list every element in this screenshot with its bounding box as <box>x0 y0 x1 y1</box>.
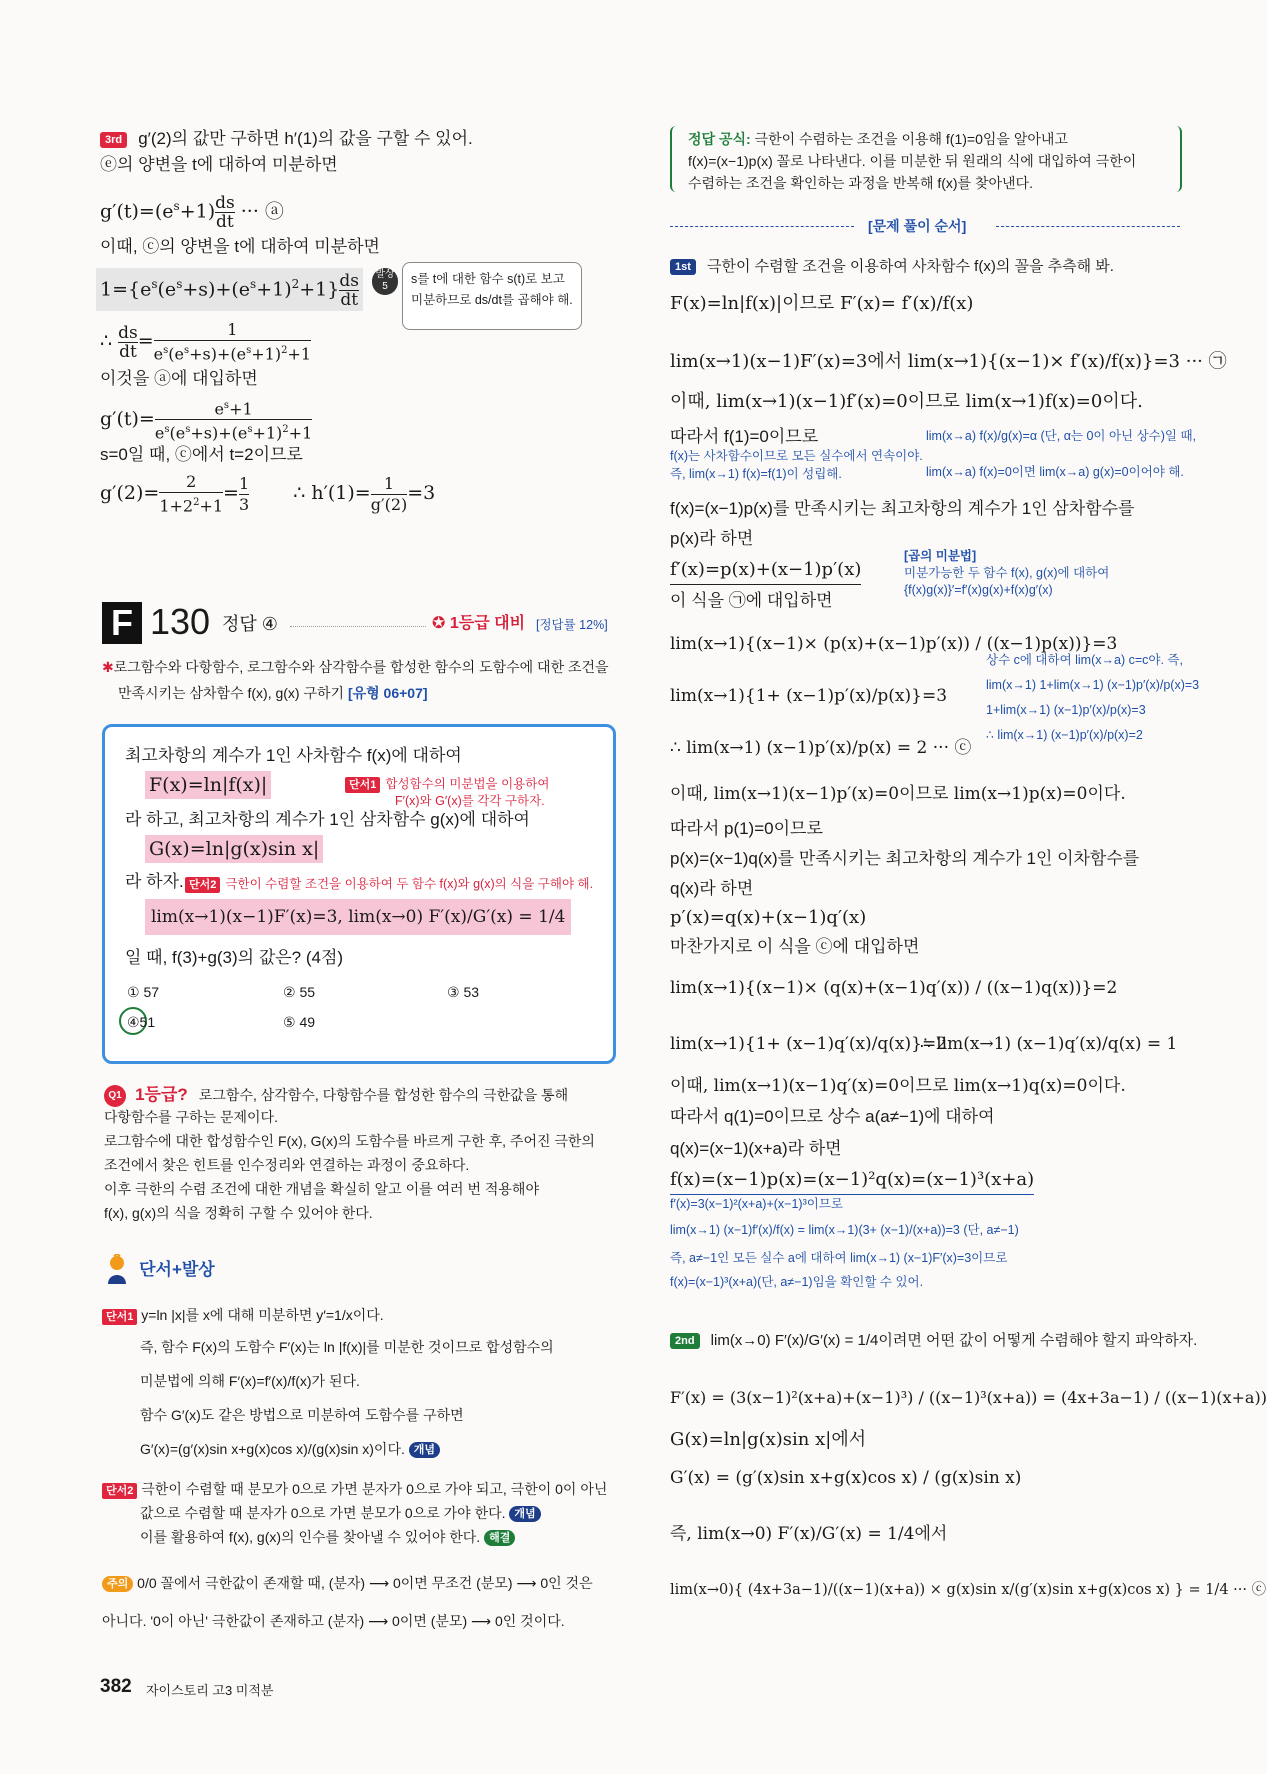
step3-badge: 3rd <box>100 132 127 148</box>
why-text4: 조건에서 찾은 힌트를 인수정리와 연결하는 과정이 중요하다. <box>104 1157 470 1173</box>
insight-badge-label: 발상 5 <box>375 269 395 292</box>
step1-e23: f(x)=(x−1)p(x)=(x−1)²q(x)=(x−1)³(x+a) <box>670 1166 1034 1195</box>
step3-eq4: g′(t)= $\frac{e^s+1}{e^s(e^s+s)+(e^s+1)^2+1}$ <box>100 396 312 444</box>
step1-badge: 1st <box>670 259 696 275</box>
formula-text1: 극한이 수렴하는 조건을 이용해 f(1)=0임을 알아내고 <box>754 131 1068 147</box>
step3-text3: 이때, ⓒ의 양변을 t에 대하여 미분하면 <box>100 237 380 256</box>
concept-tag-2: 개념 <box>509 1506 540 1522</box>
head-idea-icon <box>104 1254 130 1286</box>
order-title: [문제 풀이 순서] <box>868 218 967 234</box>
step2-e3: G′(x) = (g′(x)sin x+g(x)cos x) / (g(x)sin x) <box>670 1468 1022 1488</box>
grade-text: 1등급 대비 <box>449 615 526 632</box>
choice-5[interactable]: ⑤ 49 <box>283 1014 316 1030</box>
step2-e1: F′(x) = (3(x−1)²(x+a)+(x−1)³) / ((x−1)³(x+a)) = (4x+3a−1) / ((x−1)(x+a)) <box>670 1388 1267 1407</box>
step1-e18: lim(x→1){(x−1)× (q(x)+(x−1)q′(x)) / ((x−1)q(x))}=2 <box>670 978 1118 998</box>
step3-text5: s=0일 때, ⓒ에서 t=2이므로 <box>100 445 303 464</box>
clue1-section-b: 즉, 함수 F(x)의 도함수 F′(x)는 ln |f(x)|를 미분한 것이므로 합성함수의 <box>140 1339 554 1355</box>
caution-b: 아니다. '0이 아닌' 극한값이 존재하고 (분자) ⟶ 0이면 (분모) ⟶ 0인 것이다. <box>102 1613 565 1629</box>
problem-line2: F(x)=ln|f(x)| <box>145 771 271 799</box>
clue2-section-b: 값으로 수렴할 때 분자가 0으로 가면 분모가 0으로 가야 한다. <box>140 1505 506 1521</box>
step1-e21: 따라서 q(1)=0이므로 상수 a(a≠−1)에 대하여 <box>670 1107 995 1126</box>
clue1-text-b: F′(x)와 G′(x)를 각각 구하자. <box>395 794 545 808</box>
why-text3: 로그함수에 대한 합성함수인 F(x), G(x)의 도함수를 바르게 구한 후, 주어진 극한의 <box>104 1133 595 1149</box>
step1-e22: q(x)=(x−1)(x+a)라 하면 <box>670 1139 842 1158</box>
clue2-row <box>102 1478 607 1500</box>
step1-n2b: lim(x→a) f(x)=0이면 lim(x→a) g(x)=0이어야 해. <box>926 465 1184 479</box>
step1-e12: 이때, lim(x→1)(x−1)p′(x)=0이므로 lim(x→1)p(x)=0이다. <box>670 784 1126 804</box>
step1-e20: 이때, lim(x→1)(x−1)q′(x)=0이므로 lim(x→1)q(x)=0이다. <box>670 1076 1126 1096</box>
step1-e19: lim(x→1){1+ (x−1)q′(x)/q(x)}=2 <box>670 1034 948 1054</box>
concept-tag-1: 개념 <box>409 1442 440 1458</box>
step2-e2: G(x)=ln|g(x)sin x|에서 <box>670 1429 867 1450</box>
summary-line1: ✱로그함수와 다항함수, 로그함수와 삼각함수를 합성한 함수의 도함수에 대한 조건을 <box>102 659 609 675</box>
step1-e8: 이 식을 ㉠에 대입하면 <box>670 591 833 610</box>
order-divider-left <box>670 226 854 227</box>
step3-text4: 이것을 ⓐ에 대입하면 <box>100 369 258 388</box>
correct-rate: [정답률 12%] <box>536 618 608 632</box>
step1-e6: p(x)라 하면 <box>670 529 754 548</box>
step2-badge: 2nd <box>670 1333 700 1349</box>
step3-text2: ⓔ의 양변을 t에 대하여 미분하면 <box>100 155 338 174</box>
formula-text2: f(x)=(x−1)p(x) 꼴로 나타낸다. 이를 미분한 뒤 원래의 식에 대입하여 극한이 <box>688 153 1137 169</box>
step1-e11: ∴ lim(x→1) (x−1)p′(x)/p(x) = 2 ··· ⓒ <box>670 738 972 758</box>
answer-label: 정답 ④ <box>222 614 278 634</box>
step1-n5a: f′(x)=3(x−1)²(x+a)+(x−1)³이므로 <box>670 1197 843 1211</box>
choice-2[interactable]: ② 55 <box>283 984 316 1000</box>
clue1-section-d: 함수 G′(x)도 같은 방법으로 미분하여 도함수를 구하면 <box>140 1407 464 1423</box>
step3-eq1: $g'(t)=(e^s+1)$ $\frac{ds}{dt}$ ··· ⓐ <box>100 192 284 232</box>
summary-type: [유형 06+07] <box>347 685 428 701</box>
why-text5: 이후 극한의 수렴 조건에 대한 개념을 확실히 알고 이를 여러 번 적용해야 <box>104 1181 539 1197</box>
solve-tag: 해결 <box>484 1530 515 1546</box>
step1-title-row <box>670 256 1114 278</box>
clue1-section-e: G′(x)=(g′(x)sin x+g(x)cos x)/(g(x)sin x)이다. <box>140 1441 405 1457</box>
caution-tag: 주의 <box>102 1576 133 1592</box>
clue2-section-a: 극한이 수렴할 때 분모가 0으로 가면 분자가 0으로 가야 되고, 극한이 0이 아닌 <box>141 1481 608 1497</box>
formula-line1 <box>688 128 1068 150</box>
product-rule-note <box>904 548 1109 599</box>
choice-1[interactable]: ① 57 <box>127 984 160 1000</box>
step2-title-row <box>670 1330 1197 1352</box>
order-divider-right <box>996 226 1180 227</box>
clue1-row <box>102 1304 384 1326</box>
step1-e7: f′(x)=p(x)+(x−1)p′(x) <box>670 556 861 585</box>
problem-letter: F <box>102 602 142 644</box>
formula-text3: 수렴하는 조건을 확인하는 과정을 반복해 f(x)를 찾아낸다. <box>688 175 1033 191</box>
step1-e13: 따라서 p(1)=0이므로 <box>670 819 823 838</box>
clue1-block <box>345 773 549 810</box>
problem-line6: lim(x→1)(x−1)F′(x)=3, lim(x→0) F′(x)/G′(x) = 1/4 <box>145 899 571 935</box>
clue-section-title <box>104 1254 215 1286</box>
caution-row <box>102 1572 593 1594</box>
why-badge: Q1 <box>104 1085 126 1107</box>
book-title: 자이스토리 고3 미적분 <box>146 1683 274 1698</box>
step3-line1 <box>100 126 473 152</box>
step1-e19b: ∴ lim(x→1) (x−1)q′(x)/q(x) = 1 <box>920 1034 1178 1054</box>
clue1-section-e-row <box>140 1438 440 1460</box>
step3-text1: g′(2)의 값만 구하면 h′(1)의 값을 구할 수 있어. <box>138 129 473 148</box>
why-text1: 로그함수, 삼각함수, 다항함수를 합성한 함수의 극한값을 통해 <box>198 1087 569 1103</box>
insight-badge <box>372 268 398 295</box>
step1-e15: q(x)라 하면 <box>670 879 754 898</box>
clue1-section-a: y=ln |x|를 x에 대해 미분하면 y′=1/x이다. <box>141 1307 384 1323</box>
step2-title: lim(x→0) F′(x)/G′(x) = 1/4이려면 어떤 값이 어떻게 수렴해야 할지 파악하자. <box>710 1332 1198 1349</box>
summary-line2 <box>118 682 428 704</box>
step1-e1: F(x)=ln|f(x)|이므로 F′(x)= f′(x)/f(x) <box>670 293 974 314</box>
why-title-text: 1등급? <box>135 1085 188 1104</box>
choice-3[interactable]: ③ 53 <box>447 984 480 1000</box>
note-line1: s를 t에 대한 함수 s(t)로 보고 <box>411 272 565 286</box>
step1-e17: 마찬가지로 이 식을 ⓒ에 대입하면 <box>670 937 920 956</box>
step3-eq2: $1=\{e^s(e^s+s)+(e^s+1)^2+1\}$ $\frac{ds}{dt}$ <box>96 268 363 311</box>
step1-e9: lim(x→1){(x−1)× (p(x)+(x−1)p′(x)) / ((x−1)p(x))}=3 <box>670 634 1118 654</box>
step1-n4b: lim(x→1) 1+lim(x→1) (x−1)p′(x)/p(x)=3 <box>986 678 1200 692</box>
step1-e14: p(x)=(x−1)q(x)를 만족시키는 최고차항의 계수가 1인 이차함수를 <box>670 849 1140 868</box>
clue1-section-tag: 단서1 <box>102 1309 137 1325</box>
why-text2: 다항함수를 구하는 문제이다. <box>104 1109 278 1125</box>
limit-constant-note <box>986 652 1199 744</box>
why-text6: f(x), g(x)의 식을 정확히 구할 수 있어야 한다. <box>104 1205 373 1221</box>
note-line2: 미분하므로 ds/dt를 곱해야 해. <box>411 293 573 307</box>
problem-box <box>102 724 616 1064</box>
formula-label: 정답 공식: <box>688 131 751 147</box>
problem-line1: 최고차항의 계수가 1인 사차함수 f(x)에 대하여 <box>125 746 462 765</box>
why-title <box>104 1080 568 1107</box>
clue2-block <box>185 873 593 893</box>
clue2-text: 극한이 수렴할 조건을 이용하여 두 함수 f(x)와 g(x)의 식을 구해야 해. <box>225 877 594 891</box>
problem-line5: 라 하자. <box>125 872 184 891</box>
step1-n2a: lim(x→a) f(x)/g(x)=α (단, α는 0이 아닌 상수)일 때, <box>926 429 1197 443</box>
step1-n5c: 즉, a≠−1인 모든 실수 a에 대하여 lim(x→1) (x−1)F′(x)=3이므로 <box>670 1251 1008 1265</box>
header-dots <box>290 626 426 627</box>
step1-n1a: f(x)는 사차함수이므로 모든 실수에서 연속이야. <box>670 449 923 463</box>
clue2-section-tag: 단서2 <box>102 1483 137 1499</box>
step1-n4c: 1+lim(x→1) (x−1)p′(x)/p(x)=3 <box>986 703 1146 717</box>
step1-n4d: ∴ lim(x→1) (x−1)p′(x)/p(x)=2 <box>986 728 1143 742</box>
clue2-section-c-row <box>140 1526 515 1548</box>
step1-e10: lim(x→1){1+ (x−1)p′(x)/p(x)}=3 <box>670 686 948 706</box>
clue2-section-c: 이를 활용하여 f(x), g(x)의 인수를 찾아낼 수 있어야 한다. <box>140 1529 481 1545</box>
page-number: 382 <box>100 1676 132 1697</box>
step1-n5d: f(x)=(x−1)³(x+a)(단, a≠−1)임을 확인할 수 있어. <box>670 1275 924 1289</box>
step2-e5: lim(x→0){ (4x+3a−1)/((x−1)(x+a)) × g(x)sin x/(g′(x)sin x+g(x)cos x) } = 1/4 ··· ⓒ <box>670 1582 1267 1598</box>
clue1-tag: 단서1 <box>345 777 380 793</box>
clue1-text-a: 합성함수의 미분법을 이용하여 <box>385 777 550 791</box>
caution-a: 0/0 꼴에서 극한값이 존재할 때, (분자) ⟶ 0이면 무조건 (분모) ⟶ 0인 것은 <box>137 1575 593 1591</box>
step1-e3: 이때, lim(x→1)(x−1)f′(x)=0이므로 lim(x→1)f(x)=0이다. <box>670 391 1143 412</box>
clue2-tag: 단서2 <box>185 877 220 893</box>
choice-4[interactable]: ④51 <box>127 1014 156 1030</box>
grade-label: ✪ 1등급 대비 <box>432 615 526 632</box>
step3-eq5: g′(2)= $\frac{2}{1+2^2+1}$ = $\frac{1}{3}$ ∴ h′(1)= $\frac{1}{g'(2)}$ =3 <box>100 472 436 516</box>
problem-line4: G(x)=ln|g(x)sin x| <box>145 835 323 863</box>
summary-text2: 만족시키는 삼차함수 f(x), g(x) 구하기 <box>118 685 345 701</box>
step1-n1b: 즉, lim(x→1) f(x)=f(1)이 성립해. <box>670 467 842 481</box>
note-box-ds-dt <box>402 262 582 330</box>
step1-n4a: 상수 c에 대하여 lim(x→a) c=c야. 즉, <box>986 653 1183 667</box>
clue1-section-c: 미분법에 의해 F′(x)=f′(x)/f(x)가 된다. <box>140 1373 360 1389</box>
step1-n5b: lim(x→1) (x−1)f′(x)/f(x) = lim(x→1)(3+ (x−1)/(x+a))=3 (단, a≠−1) <box>670 1223 1019 1237</box>
formula-box <box>670 126 1182 192</box>
step1-n3c: {f(x)g(x)}′=f′(x)g(x)+f(x)g′(x) <box>904 583 1053 597</box>
step1-e16: p′(x)=q(x)+(x−1)q′(x) <box>670 907 867 928</box>
step1-e5: f(x)=(x−1)p(x)를 만족시키는 최고차항의 계수가 1인 삼차함수를 <box>670 499 1135 518</box>
step1-n3b: 미분가능한 두 함수 f(x), g(x)에 대하여 <box>904 566 1110 580</box>
problem-line3: 라 하고, 최고차항의 계수가 1인 삼차함수 g(x)에 대하여 <box>125 810 530 829</box>
step3-eq3: ∴ $\frac{ds}{dt}$ = $\frac{1}{e^s(e^s+s)+(e^s+1)^2+1}$ <box>100 320 312 364</box>
clue-section-title-text: 단서+발상 <box>139 1259 215 1279</box>
clue2-section-b-row <box>140 1502 541 1524</box>
summary-text1: 로그함수와 다항함수, 로그함수와 삼각함수를 합성한 함수의 도함수에 대한 조건을 <box>113 659 609 675</box>
problem-line7: 일 때, f(3)+g(3)의 값은? (4점) <box>125 948 344 967</box>
step1-n3a: [곱의 미분법] <box>904 549 977 563</box>
step1-e2: lim(x→1)(x−1)F′(x)=3에서 lim(x→1){(x−1)× f′(x)/f(x)}=3 ··· ㉠ <box>670 351 1227 372</box>
problem-number: 130 <box>150 601 211 642</box>
step1-e4: 따라서 f(1)=0이므로 <box>670 427 819 446</box>
step1-title: 극한이 수렴할 조건을 이용하여 사차함수 f(x)의 꼴을 추측해 봐. <box>707 258 1114 275</box>
step2-e4: 즉, lim(x→0) F′(x)/G′(x) = 1/4에서 <box>670 1524 948 1544</box>
